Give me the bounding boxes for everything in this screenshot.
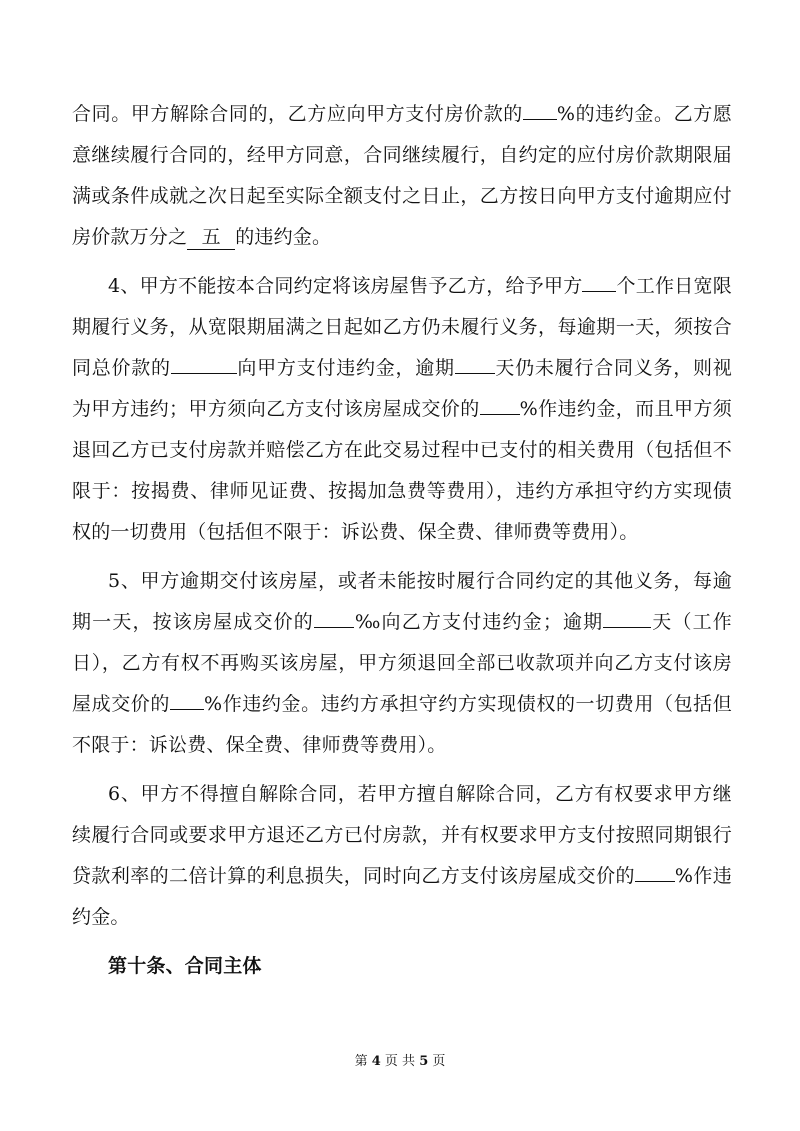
blank-field-penalty-percent xyxy=(480,392,520,415)
blank-field-penalty-percent xyxy=(523,97,557,120)
text-segment: 4、甲方不能按本合同约定将该房屋售予乙方，给予甲方 xyxy=(108,275,583,297)
paragraph-clause-5 xyxy=(72,561,732,766)
blank-field-overdue-days xyxy=(455,351,495,374)
footer-prefix: 第 xyxy=(354,1054,368,1069)
text-segment: 天（工作日），乙方有权不再购买该房屋，甲方须退回全部已收款项并向乙方支付该房屋成交价的 xyxy=(72,611,732,715)
blank-field-penalty-percent xyxy=(635,859,675,882)
blank-field-permille-rate xyxy=(314,605,354,628)
paragraph-contract-termination xyxy=(72,94,732,258)
footer-suffix: 页 xyxy=(432,1054,446,1069)
text-segment: ‰向乙方支付违约金；逾期 xyxy=(353,611,604,633)
text-segment: 的违约金。 xyxy=(235,226,332,248)
blank-field-overdue-days xyxy=(603,605,651,628)
footer-middle: 页 共 xyxy=(384,1054,416,1069)
text-segment: 合同。甲方解除合同的，乙方应向甲方支付房价款的 xyxy=(72,103,523,125)
section-heading: 第十条、合同主体 xyxy=(108,955,262,977)
paragraph-clause-6 xyxy=(72,774,732,938)
text-segment: 个工作日宽限期履行义务，从宽限期届满之日起如乙方仍未履行义务，每逾期一天，须按合同总价款的 xyxy=(72,275,732,379)
document-body xyxy=(72,94,732,987)
footer-page-number: 4 xyxy=(371,1054,381,1069)
blank-field-daily-penalty xyxy=(171,351,237,374)
paragraph-clause-4 xyxy=(72,266,732,553)
blank-field-penalty-percent xyxy=(170,687,204,710)
text-segment: %作违约金。违约方承担守约方实现债权的一切费用（包括但不限于：诉讼费、保全费、律师费等费用）。 xyxy=(72,693,732,756)
page-footer xyxy=(0,1050,800,1069)
text-segment: 6、甲方不得擅自解除合同，若甲方擅自解除合同，乙方有权要求甲方继续履行合同或要求甲方退还乙方已付房款，并有权要求甲方支付按照同期银行贷款利率的二倍计算的利息损失，同时向乙方支付该房屋成交价的 xyxy=(72,783,732,887)
blank-field-grace-days xyxy=(582,269,616,292)
text-segment: 天仍未履行合同义务，则视为甲方违约；甲方须向乙方支付该房屋成交价的 xyxy=(72,357,732,420)
text-segment: %作违约金。 xyxy=(72,865,732,928)
blank-field-daily-rate: 五 xyxy=(187,227,235,250)
text-segment: 向甲方支付违约金，逾期 xyxy=(236,357,455,379)
text-segment: %的违约金。乙方愿意继续履行合同的，经甲方同意，合同继续履行，自约定的应付房价款期限届满或条件成就之次日起至实际全额支付之日止，乙方按日向甲方支付逾期应付房价款万分之 xyxy=(72,103,732,248)
text-segment: 5、甲方逾期交付该房屋，或者未能按时履行合同约定的其他义务，每逾期一天，按该房屋成交价的 xyxy=(72,570,732,633)
footer-total-pages: 5 xyxy=(419,1054,429,1069)
text-segment: %作违约金，而且甲方须退回乙方已支付房款并赔偿乙方在此交易过程中已支付的相关费用（包括但不限于：按揭费、律师见证费、按揭加急费等费用），违约方承担守约方实现债权的一切费用（包括但不限于：诉讼费、保全费、律师费等费用）。 xyxy=(72,398,733,543)
